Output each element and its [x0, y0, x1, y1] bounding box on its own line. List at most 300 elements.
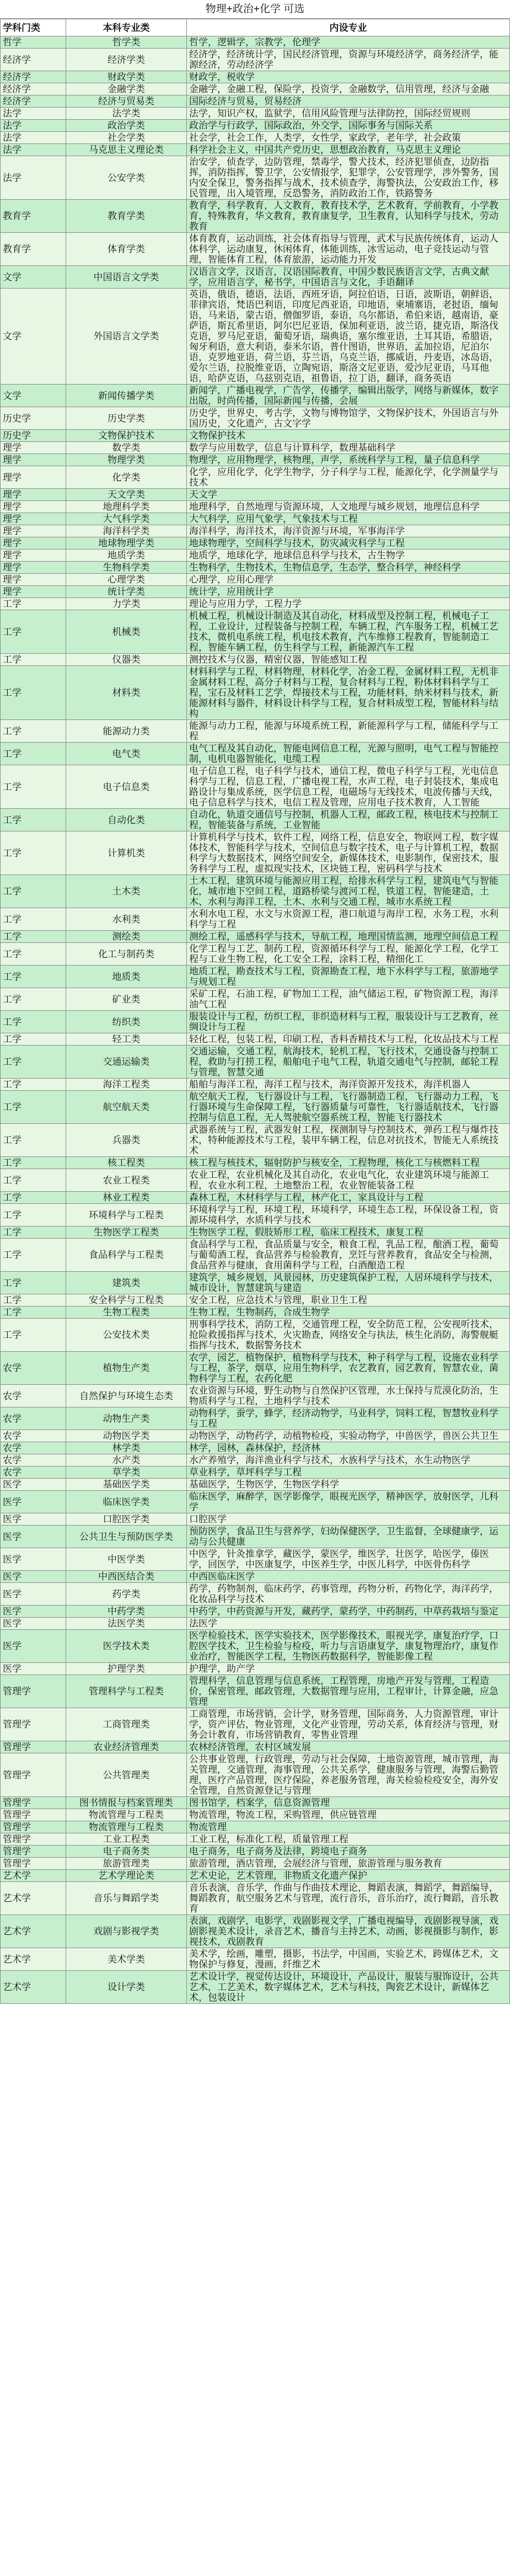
- category-cell: 医学: [1, 1513, 66, 1526]
- table-row: [1, 430, 510, 442]
- table-row: [1, 598, 510, 610]
- category-cell: 医学: [1, 1583, 66, 1606]
- table-row: [1, 1870, 510, 1882]
- majors-cell: 新闻学，广播电视学，广告学，传播学，编辑出版学，网络与新媒体，数字出版，时尚传播，国际新闻与传播，会展: [187, 385, 510, 407]
- table-row: [1, 200, 510, 233]
- major-class-cell: 哲学类: [66, 36, 187, 49]
- table-row: [1, 489, 510, 501]
- major-class-cell: 水利类: [66, 908, 187, 931]
- category-cell: 工学: [1, 931, 66, 943]
- major-class-cell: 金融学类: [66, 83, 187, 95]
- table-row: [1, 931, 510, 943]
- majors-cell: 政治学与行政学，国际政治，外交学，国际事务与国际关系: [187, 120, 510, 132]
- majors-cell: 工商管理，市场营销，会计学，财务管理，国际商务，人力资源管理，审计学，资产评估，物业管理，文化产业管理，劳动关系，体育经济与管理，财务会计教育，市场营销教育，零售业管理: [187, 1708, 510, 1741]
- table-row: [1, 1858, 510, 1870]
- header-major-class: 本科专业类: [66, 19, 187, 36]
- majors-cell: 治安学，侦查学，边防管理，禁毒学，警犬技术，经济犯罪侦查，边防指挥，消防指挥，警卫学，公安情报学，犯罪学，公安管理学，涉外警务，国内安全保卫，警务指挥与战术，技术侦查学，海警执法，公安政治工作，移民管理，出入境管理，反恐警务，消防政治工作，铁路警务: [187, 156, 510, 200]
- major-class-cell: 物理学类: [66, 454, 187, 466]
- table-row: [1, 1971, 510, 2004]
- table-row: [1, 1204, 510, 1226]
- majors-cell: 动物科学，蚕学，蜂学，经济动物学，马业科学，饲料工程，智慧牧业科学与工程: [187, 1407, 510, 1430]
- category-cell: 工学: [1, 720, 66, 743]
- table-row: [1, 156, 510, 200]
- table-row: [1, 1513, 510, 1526]
- table-row: [1, 1491, 510, 1513]
- majors-cell: 经济学，经济统计学，国民经济管理，资源与环境经济学，商务经济学，能源经济，劳动经济学: [187, 49, 510, 71]
- category-cell: 管理学: [1, 1858, 66, 1870]
- major-class-cell: 测绘类: [66, 931, 187, 943]
- major-class-cell: 政治学类: [66, 120, 187, 132]
- table-row: [1, 1663, 510, 1675]
- major-class-cell: 仪器类: [66, 654, 187, 666]
- major-class-cell: 图书情报与档案管理类: [66, 1797, 187, 1809]
- majors-cell: 金融学，金融工程，保险学，投资学，金融数学，信用管理，经济与金融: [187, 83, 510, 95]
- majors-cell: 财政学，税收学: [187, 71, 510, 83]
- major-class-cell: 物流管理与工程类: [66, 1809, 187, 1821]
- category-cell: 工学: [1, 666, 66, 720]
- table-row: [1, 36, 510, 49]
- table-row: [1, 1571, 510, 1583]
- major-class-cell: 海洋科学类: [66, 525, 187, 537]
- category-cell: 法学: [1, 144, 66, 156]
- majors-cell: 生物工程，生物制药，合成生物学: [187, 1306, 510, 1319]
- table-row: [1, 875, 510, 908]
- category-cell: 艺术学: [1, 1870, 66, 1882]
- category-cell: 管理学: [1, 1809, 66, 1821]
- major-class-cell: 公共卫生与预防医学类: [66, 1526, 187, 1548]
- major-class-cell: 口腔医学类: [66, 1513, 187, 1526]
- majors-cell: 统计学，应用统计学: [187, 586, 510, 598]
- category-cell: 工学: [1, 1091, 66, 1124]
- major-class-cell: 力学类: [66, 598, 187, 610]
- category-cell: 艺术学: [1, 1882, 66, 1915]
- majors-cell: 物理学，应用物理学，核物理，声学，系统科学与工程，量子信息科学: [187, 454, 510, 466]
- category-cell: 工学: [1, 831, 66, 875]
- majors-cell: 数学与应用数学，信息与计算科学，数理基础科学: [187, 442, 510, 454]
- majors-cell: 美术学，绘画，雕塑，摄影，书法学，中国画，实验艺术，跨媒体艺术，文物保护与修复，漫画，纤维艺术: [187, 1948, 510, 1971]
- major-class-cell: 土木类: [66, 875, 187, 908]
- table-row: [1, 144, 510, 156]
- majors-cell: 国际经济与贸易，贸易经济: [187, 95, 510, 108]
- category-cell: 理学: [1, 442, 66, 454]
- majors-cell: 科学社会主义，中国共产党历史，思想政治教育，马克思主义理论: [187, 144, 510, 156]
- category-cell: 理学: [1, 550, 66, 562]
- major-class-cell: 天文学类: [66, 489, 187, 501]
- majors-cell: 地质工程，勘查技术与工程，资源勘查工程，地下水科学与工程，旅游地学与规划工程: [187, 966, 510, 988]
- table-row: [1, 233, 510, 266]
- table-row: [1, 1011, 510, 1033]
- major-class-cell: 历史学类: [66, 407, 187, 430]
- major-class-cell: 生物医学工程类: [66, 1226, 187, 1239]
- table-row: [1, 454, 510, 466]
- header-row: [1, 19, 510, 36]
- category-cell: 理学: [1, 454, 66, 466]
- category-cell: 理学: [1, 501, 66, 513]
- category-cell: 农学: [1, 1430, 66, 1442]
- majors-cell: 物流管理: [187, 1821, 510, 1833]
- majors-cell: 历史学，世界史，考古学，文物与博物馆学，文物保护技术，外国语言与外国历史，文化遗产，古文字学: [187, 407, 510, 430]
- majors-cell: 化学工程与工艺，制药工程，资源循环科学与工程，能源化学工程，化学工程与工业生物工程，化工安全工程，涂料工程，精细化工: [187, 943, 510, 966]
- major-class-cell: 旅游管理类: [66, 1858, 187, 1870]
- table-row: [1, 966, 510, 988]
- major-class-cell: 矿业类: [66, 988, 187, 1011]
- category-cell: 理学: [1, 489, 66, 501]
- majors-cell: 动物医学，动物药学，动植物检疫，实验动物学，中兽医学，兽医公共卫生: [187, 1430, 510, 1442]
- table-row: [1, 108, 510, 120]
- major-class-cell: 地理科学类: [66, 501, 187, 513]
- table-row: [1, 550, 510, 562]
- category-cell: 工学: [1, 1239, 66, 1272]
- majors-cell: 英语，俄语，德语，法语，西班牙语，阿拉伯语，日语，波斯语，朝鲜语，菲律宾语，梵语巴利语，印度尼西亚语，印地语，柬埔寨语，老挝语，缅甸语，马来语，蒙古语，僧伽罗语，泰语，乌尔都语，希伯来语，越南语，豪萨语，斯瓦希里语，阿尔巴尼亚语，保加利亚语，波兰语，捷克语，斯洛伐克语，罗马尼亚语，葡萄牙语，瑞典语，塞尔维亚语，土耳其语，希腊语，匈牙利语，意大利语，泰米尔语，普什图语，世界语，孟加拉语，尼泊尔语，克罗地亚语，荷兰语，芬兰语，乌克兰语，挪威语，丹麦语，冰岛语，爱尔兰语，拉脱维亚语，立陶宛语，斯洛文尼亚语，爱沙尼亚语，马耳他语，哈萨克语，乌兹别克语，祖鲁语，拉丁语，翻译，商务英语: [187, 289, 510, 385]
- majors-cell: 生物医学工程，假肢矫形工程，临床工程技术，康复工程: [187, 1226, 510, 1239]
- major-class-cell: 经济与贸易类: [66, 95, 187, 108]
- table-row: [1, 442, 510, 454]
- major-class-cell: 经济学类: [66, 49, 187, 71]
- table-row: [1, 720, 510, 743]
- table-row: [1, 1385, 510, 1407]
- majors-cell: 材料科学与工程，材料物理，材料化学，冶金工程，金属材料工程，无机非金属材料工程，高分子材料与工程，复合材料与工程，粉体材料科学与工程，宝石及材料工艺学，焊接技术与工程，功能材料，纳米材料与技术，新能源材料与器件，材料设计科学与工程，复合材料成型工程，智能材料与结构: [187, 666, 510, 720]
- table-row: [1, 1239, 510, 1272]
- category-cell: 理学: [1, 513, 66, 525]
- majors-cell: 采矿工程，石油工程，矿物加工工程，油气储运工程，矿物资源工程，海洋油气工程: [187, 988, 510, 1011]
- table-row: [1, 1833, 510, 1846]
- major-class-cell: 化学类: [66, 466, 187, 489]
- major-class-cell: 中药学类: [66, 1606, 187, 1618]
- table-row: [1, 1157, 510, 1169]
- table-row: [1, 1846, 510, 1858]
- table-row: [1, 1079, 510, 1091]
- category-cell: 工学: [1, 1226, 66, 1239]
- majors-cell: 生物科学，生物技术，生物信息学，生态学，整合科学，神经科学: [187, 562, 510, 574]
- table-row: [1, 407, 510, 430]
- category-cell: 文学: [1, 289, 66, 385]
- majors-cell: 中药学，中药资源与开发，藏药学，蒙药学，中药制药，中草药栽培与鉴定: [187, 1606, 510, 1618]
- major-class-cell: 大气科学类: [66, 513, 187, 525]
- category-cell: 工学: [1, 1011, 66, 1033]
- majors-cell: 自动化，轨道交通信号与控制，机器人工程，邮政工程，核电技术与控制工程，智能装备与系统，工业智能: [187, 809, 510, 831]
- table-row: [1, 1124, 510, 1157]
- majors-cell: 表演，戏剧学，电影学，戏剧影视文学，广播电视编导，戏剧影视导演，戏剧影视美术设计，录音艺术，播音与主持艺术，动画，影视摄影与制作，影视技术，戏剧教育: [187, 1915, 510, 1948]
- majors-cell: 草业科学，草坪科学与工程: [187, 1466, 510, 1479]
- majors-cell: 哲学，逻辑学，宗教学，伦理学: [187, 36, 510, 49]
- category-cell: 管理学: [1, 1753, 66, 1797]
- category-cell: 医学: [1, 1630, 66, 1663]
- major-class-cell: 建筑类: [66, 1272, 187, 1294]
- category-cell: 工学: [1, 1192, 66, 1204]
- majors-cell: 基础医学，生物医学，生物医学科学: [187, 1479, 510, 1491]
- major-class-cell: 音乐与舞蹈学类: [66, 1882, 187, 1915]
- major-class-cell: 兵器类: [66, 1124, 187, 1157]
- majors-cell: 农业工程，农业机械化及其自动化，农业电气化，农业建筑环境与能源工程，农业水利工程，土地整治工程，农业智能装备工程: [187, 1169, 510, 1192]
- major-class-cell: 统计学类: [66, 586, 187, 598]
- category-cell: 艺术学: [1, 1948, 66, 1971]
- table-row: [1, 1630, 510, 1663]
- majors-cell: 船舶与海洋工程，海洋工程与技术，海洋资源开发技术，海洋机器人: [187, 1079, 510, 1091]
- category-cell: 工学: [1, 1319, 66, 1352]
- majors-cell: 能源与动力工程，能源与环境系统工程，新能源科学与工程，储能科学与工程: [187, 720, 510, 743]
- category-cell: 工学: [1, 1294, 66, 1306]
- majors-cell: 工业工程，标准化工程，质量管理工程: [187, 1833, 510, 1846]
- category-cell: 农学: [1, 1466, 66, 1479]
- majors-cell: 心理学，应用心理学: [187, 574, 510, 586]
- table-row: [1, 1430, 510, 1442]
- category-cell: 农学: [1, 1407, 66, 1430]
- majors-cell: 农学，园艺，植物保护，植物科学与技术，种子科学与工程，设施农业科学与工程，茶学，烟草，应用生物科学，农艺教育，园艺教育，智慧农业，菌物科学与工程，农药化肥: [187, 1352, 510, 1385]
- majors-cell: 旅游管理，酒店管理，会展经济与管理，旅游管理与服务教育: [187, 1858, 510, 1870]
- category-cell: 历史学: [1, 407, 66, 430]
- category-cell: 工学: [1, 1306, 66, 1319]
- majors-cell: 航空航天工程，飞行器设计与工程，飞行器制造工程，飞行器动力工程，飞行器环境与生命保障工程，飞行器质量与可靠性，飞行器适航技术，飞行器控制与信息工程，无人驾驶航空器系统工程，智能飞行器技术: [187, 1091, 510, 1124]
- table-row: [1, 1306, 510, 1319]
- major-class-cell: 医学技术类: [66, 1630, 187, 1663]
- category-cell: 文学: [1, 266, 66, 289]
- majors-cell: 大气科学，应用气象学，气象技术与工程: [187, 513, 510, 525]
- majors-cell: 临床医学，麻醉学，医学影像学，眼视光医学，精神医学，放射医学，儿科学: [187, 1491, 510, 1513]
- majors-cell: 文物保护技术: [187, 430, 510, 442]
- major-class-cell: 生物科学类: [66, 562, 187, 574]
- table-row: [1, 1226, 510, 1239]
- table-row: [1, 1809, 510, 1821]
- category-cell: 管理学: [1, 1846, 66, 1858]
- majors-cell: 中医学，针灸推拿学，藏医学，蒙医学，维医学，壮医学，哈医学，傣医学，回医学，中医康复学，中医养生学，中医儿科学，中医骨伤科学: [187, 1548, 510, 1571]
- major-class-cell: 海洋工程类: [66, 1079, 187, 1091]
- majors-cell: 轻化工程，包装工程，印刷工程，香料香精技术与工程，化妆品技术与工程: [187, 1033, 510, 1046]
- table-row: [1, 1583, 510, 1606]
- category-cell: 理学: [1, 574, 66, 586]
- majors-cell: 电气工程及其自动化，智能电网信息工程，光源与照明，电气工程与智能控制，电机电器智能化，电缆工程: [187, 743, 510, 765]
- category-cell: 法学: [1, 132, 66, 144]
- table-row: [1, 1741, 510, 1753]
- category-cell: 工学: [1, 1204, 66, 1226]
- category-cell: 医学: [1, 1526, 66, 1548]
- major-class-cell: 动物生产类: [66, 1407, 187, 1430]
- table-row: [1, 1272, 510, 1294]
- category-cell: 农学: [1, 1352, 66, 1385]
- table-row: [1, 1526, 510, 1548]
- category-cell: 管理学: [1, 1797, 66, 1809]
- major-class-cell: 航空航天类: [66, 1091, 187, 1124]
- major-class-cell: 公共管理类: [66, 1753, 187, 1797]
- table-row: [1, 743, 510, 765]
- majors-cell: 社会学，社会工作，人类学，女性学，家政学，老年学，社会政策: [187, 132, 510, 144]
- majors-cell: 水利水电工程，水文与水资源工程，港口航道与海岸工程，水务工程，水利科学与工程: [187, 908, 510, 931]
- major-class-cell: 材料类: [66, 666, 187, 720]
- majors-cell: 理论与应用力学，工程力学: [187, 598, 510, 610]
- table-row: [1, 831, 510, 875]
- major-class-cell: 水产类: [66, 1454, 187, 1466]
- category-cell: 工学: [1, 988, 66, 1011]
- majors-cell: 电子信息工程，电子科学与技术，通信工程，微电子科学与工程，光电信息科学与工程，信息工程，广播电视工程，水声工程，电子封装技术，集成电路设计与集成系统，医学信息工程，电磁场与无线技术，电波传播与天线，电子信息科学与技术，电信工程及管理，应用电子技术教育，人工智能: [187, 765, 510, 809]
- major-class-cell: 安全科学与工程类: [66, 1294, 187, 1306]
- majors-cell: 电子商务，电子商务及法律，跨境电子商务: [187, 1846, 510, 1858]
- table-row: [1, 574, 510, 586]
- majors-cell: 环境科学与工程，环境工程，环境科学，环境生态工程，环保设备工程，资源环境科学，水质科学与技术: [187, 1204, 510, 1226]
- table-row: [1, 120, 510, 132]
- table-row: [1, 1294, 510, 1306]
- category-cell: 管理学: [1, 1708, 66, 1741]
- major-class-cell: 临床医学类: [66, 1491, 187, 1513]
- table-row: [1, 1169, 510, 1192]
- major-class-cell: 工业工程类: [66, 1833, 187, 1846]
- majors-cell: 建筑学，城乡规划，风景园林，历史建筑保护工程，人居环境科学与技术，城市设计，智慧建筑与建造: [187, 1272, 510, 1294]
- table-row: [1, 943, 510, 966]
- majors-cell: 艺术史论，艺术管理，非物质文化遗产保护: [187, 1870, 510, 1882]
- category-cell: 经济学: [1, 49, 66, 71]
- majors-cell: 机械工程，机械设计制造及其自动化，材料成型及控制工程，机械电子工程，工业设计，过程装备与控制工程，车辆工程，汽车服务工程，机械工艺技术，微机电系统工程，机电技术教育，汽车维修工程教育，智能制造工程，智能车辆工程，仿生科学与工程，新能源汽车工程: [187, 610, 510, 654]
- major-class-cell: 电子信息类: [66, 765, 187, 809]
- table-row: [1, 809, 510, 831]
- table-row: [1, 1091, 510, 1124]
- major-class-cell: 中国语言文学类: [66, 266, 187, 289]
- category-cell: 法学: [1, 120, 66, 132]
- major-class-cell: 管理科学与工程类: [66, 1675, 187, 1708]
- major-class-cell: 自动化类: [66, 809, 187, 831]
- major-class-cell: 地球物理学类: [66, 537, 187, 550]
- table-row: [1, 1618, 510, 1630]
- major-class-cell: 工商管理类: [66, 1708, 187, 1741]
- majors-cell: 刑事科学技术，消防工程，交通管理工程，安全防范工程，公安视听技术，抢险救援指挥与技术，火灾勘查，网络安全与执法，核生化消防，海警舰艇指挥与技术，数据警务技术: [187, 1319, 510, 1352]
- major-class-cell: 药学类: [66, 1583, 187, 1606]
- major-class-cell: 自然保护与环境生态类: [66, 1385, 187, 1407]
- major-class-cell: 林学类: [66, 1442, 187, 1454]
- table-row: [1, 1454, 510, 1466]
- major-class-cell: 植物生产类: [66, 1352, 187, 1385]
- major-class-cell: 公安学类: [66, 156, 187, 200]
- category-cell: 医学: [1, 1571, 66, 1583]
- category-cell: 医学: [1, 1491, 66, 1513]
- majors-cell: 农业资源与环境，野生动物与自然保护区管理，水土保持与荒漠化防治，生物质科学与工程，土地科学与技术: [187, 1385, 510, 1407]
- category-cell: 管理学: [1, 1675, 66, 1708]
- major-class-cell: 物流管理与工程类: [66, 1821, 187, 1833]
- major-class-cell: 美术学类: [66, 1948, 187, 1971]
- category-cell: 管理学: [1, 1833, 66, 1846]
- category-cell: 历史学: [1, 430, 66, 442]
- major-class-cell: 地质学类: [66, 550, 187, 562]
- table-row: [1, 610, 510, 654]
- major-class-cell: 艺术学理论类: [66, 1870, 187, 1882]
- category-cell: 哲学: [1, 36, 66, 49]
- major-class-cell: 体育学类: [66, 233, 187, 266]
- table-row: [1, 466, 510, 489]
- category-cell: 艺术学: [1, 1971, 66, 2004]
- major-class-cell: 林业工程类: [66, 1192, 187, 1204]
- table-row: [1, 1046, 510, 1079]
- major-class-cell: 电子商务类: [66, 1846, 187, 1858]
- majors-cell: 地理科学，自然地理与资源环境，人文地理与城乡规划，地理信息科学: [187, 501, 510, 513]
- majors-cell: 医学检验技术，医学实验技术，医学影像技术，眼视光学，康复治疗学，口腔医学技术，卫生检验与检疫，听力与言语康复学，康复物理治疗，康复作业治疗，智能医学工程，生物医药数据科学，智能影像工程: [187, 1630, 510, 1663]
- table-row: [1, 1821, 510, 1833]
- majors-cell: 测控技术与仪器，精密仪器，智能感知工程: [187, 654, 510, 666]
- table-row: [1, 1479, 510, 1491]
- category-cell: 法学: [1, 156, 66, 200]
- majors-cell: 口腔医学: [187, 1513, 510, 1526]
- category-cell: 医学: [1, 1479, 66, 1491]
- table-row: [1, 1442, 510, 1454]
- major-class-cell: 基础医学类: [66, 1479, 187, 1491]
- majors-cell: 计算机科学与技术，软件工程，网络工程，信息安全，物联网工程，数字媒体技术，智能科学与技术，空间信息与数字技术，电子与计算机工程，数据科学与大数据技术，网络空间安全，新媒体技术，电影制作，保密技术，服务科学与工程，虚拟现实技术，区块链工程，密码科学与技术: [187, 831, 510, 875]
- majors-cell: 服装设计与工程，纺织工程，非织造材料与工程，服装设计与工艺教育，丝绸设计与工程: [187, 1011, 510, 1033]
- major-class-cell: 心理学类: [66, 574, 187, 586]
- majors-cell: 天文学: [187, 489, 510, 501]
- table-row: [1, 83, 510, 95]
- header-category: 学科门类: [1, 19, 66, 36]
- table-row: [1, 95, 510, 108]
- table-row: [1, 1797, 510, 1809]
- category-cell: 医学: [1, 1606, 66, 1618]
- majors-cell: 核工程与核技术，辐射防护与核安全，工程物理，核化工与核燃料工程: [187, 1157, 510, 1169]
- major-class-cell: 农业工程类: [66, 1169, 187, 1192]
- majors-cell: 药学，药物制剂，临床药学，药事管理，药物分析，药物化学，海洋药学，化妆品科学与技术: [187, 1583, 510, 1606]
- table-row: [1, 1915, 510, 1948]
- majors-cell: 林学，园林，森林保护，经济林: [187, 1442, 510, 1454]
- table-body: [1, 36, 510, 2004]
- majors-cell: 地质学，地球化学，地球信息科学与技术，古生物学: [187, 550, 510, 562]
- category-cell: 农学: [1, 1442, 66, 1454]
- majors-cell: 水产养殖学，海洋渔业科学与技术，水族科学与技术，水生动物医学: [187, 1454, 510, 1466]
- major-class-cell: 电气类: [66, 743, 187, 765]
- table-row: [1, 765, 510, 809]
- category-cell: 法学: [1, 108, 66, 120]
- category-cell: 经济学: [1, 71, 66, 83]
- majors-cell: 法学，知识产权，监狱学，信用风险管理与法律防控，国际经贸规则: [187, 108, 510, 120]
- header-majors: 内设专业: [187, 19, 510, 36]
- table-row: [1, 1606, 510, 1618]
- table-row: [1, 537, 510, 550]
- table-row: [1, 132, 510, 144]
- major-class-cell: 动物医学类: [66, 1430, 187, 1442]
- table-row: [1, 1033, 510, 1046]
- major-class-cell: 马克思主义理论类: [66, 144, 187, 156]
- table-row: [1, 1948, 510, 1971]
- major-class-cell: 能源动力类: [66, 720, 187, 743]
- major-class-cell: 食品科学与工程类: [66, 1239, 187, 1272]
- category-cell: 医学: [1, 1548, 66, 1571]
- majors-cell: 护理学，助产学: [187, 1663, 510, 1675]
- major-class-cell: 设计学类: [66, 1971, 187, 2004]
- majors-cell: 法医学: [187, 1618, 510, 1630]
- majors-cell: 管理科学，信息管理与信息系统，工程管理，房地产开发与管理，工程造价，保密管理，邮政管理，大数据管理与应用，工程审计，计算金融，应急管理: [187, 1675, 510, 1708]
- table-row: [1, 1352, 510, 1385]
- majors-cell: 预防医学，食品卫生与营养学，妇幼保健医学，卫生监督，全球健康学，运动与公共健康: [187, 1526, 510, 1548]
- table-row: [1, 1753, 510, 1797]
- table-row: [1, 49, 510, 71]
- major-class-cell: 中医学类: [66, 1548, 187, 1571]
- table-row: [1, 1319, 510, 1352]
- category-cell: 工学: [1, 610, 66, 654]
- major-class-cell: 纺织类: [66, 1011, 187, 1033]
- category-cell: 医学: [1, 1618, 66, 1630]
- major-class-cell: 戏剧与影视学类: [66, 1915, 187, 1948]
- category-cell: 理学: [1, 586, 66, 598]
- table-row: [1, 1882, 510, 1915]
- category-cell: 工学: [1, 908, 66, 931]
- category-cell: 工学: [1, 654, 66, 666]
- majors-cell: 中西医临床医学: [187, 1571, 510, 1583]
- table-row: [1, 1548, 510, 1571]
- category-cell: 文学: [1, 385, 66, 407]
- major-class-cell: 法医学类: [66, 1618, 187, 1630]
- table-row: [1, 385, 510, 407]
- category-cell: 工学: [1, 943, 66, 966]
- table-row: [1, 1466, 510, 1479]
- table-row: [1, 988, 510, 1011]
- major-class-cell: 草学类: [66, 1466, 187, 1479]
- major-class-cell: 法学类: [66, 108, 187, 120]
- category-cell: 经济学: [1, 95, 66, 108]
- major-class-cell: 机械类: [66, 610, 187, 654]
- category-cell: 工学: [1, 765, 66, 809]
- majors-table: [0, 19, 510, 2004]
